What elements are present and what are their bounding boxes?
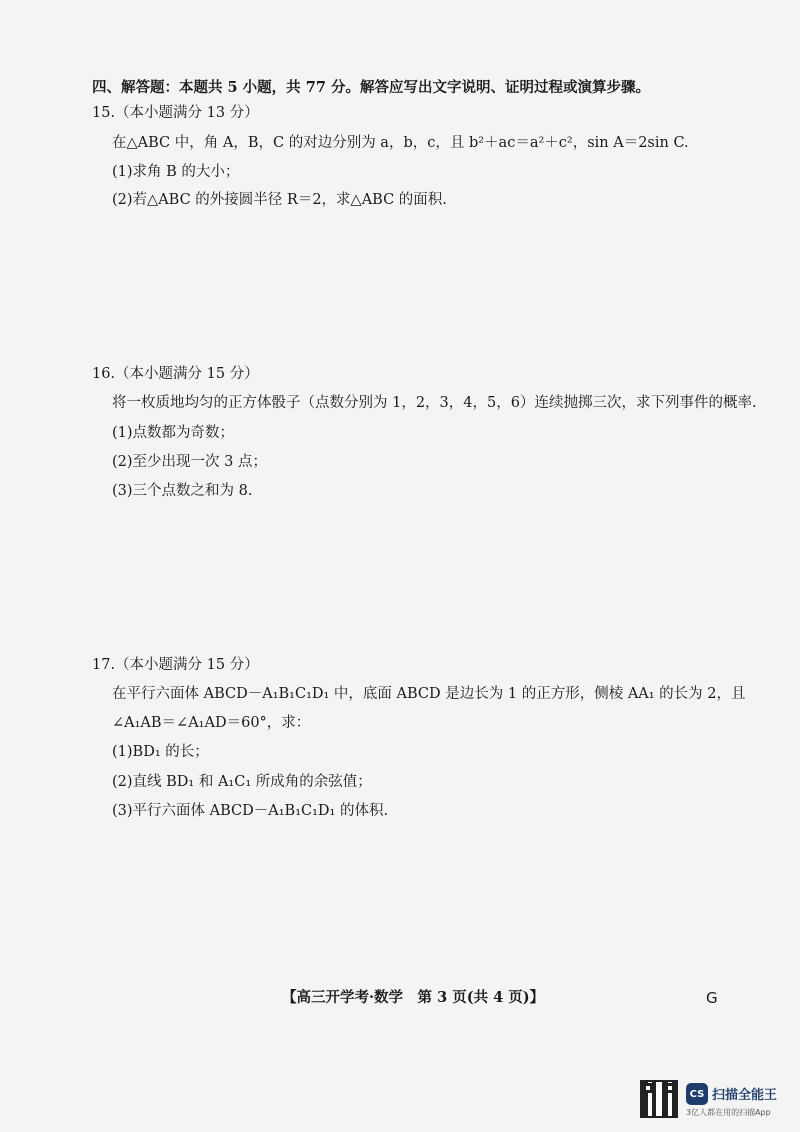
camscanner-logo-icon: CS [686,1083,708,1105]
question-15-header: 15.（本小题满分 13 分） [92,105,259,121]
question-15-stem: 在△ABC 中，角 A，B，C 的对边分别为 a，b，c，且 b²＋ac＝a²＋c²，sin A＝2sin C. [112,135,689,151]
question-17-part-2: (2)直线 BD₁ 和 A₁C₁ 所成角的余弦值； [112,774,372,790]
question-17-stem-line-1: 在平行六面体 ABCD－A₁B₁C₁D₁ 中，底面 ABCD 是边长为 1 的正方形，侧棱 AA₁ 的长为 2，且 [112,686,746,702]
question-15-part-1: (1)求角 B 的大小； [112,164,240,180]
question-16-stem: 将一枚质地均匀的正方体骰子（点数分别为 1，2，3，4，5，6）连续抛掷三次，求下列事件的概率. [112,395,757,411]
question-17-part-3: (3)平行六面体 ABCD－A₁B₁C₁D₁ 的体积. [112,803,389,819]
question-16-part-3: (3)三个点数之和为 8. [112,483,253,499]
question-16-header: 16.（本小题满分 15 分） [92,366,259,382]
section-heading: 四、解答题：本题共 5 小题，共 77 分。解答应写出文字说明、证明过程或演算步骤。 [92,79,650,96]
question-17-stem-line-2: ∠A₁AB＝∠A₁AD＝60°，求： [112,715,311,731]
question-16-part-1: (1)点数都为奇数； [112,425,235,441]
question-15-part-2: (2)若△ABC 的外接圆半径 R＝2，求△ABC 的面积. [112,192,447,208]
qr-code-icon [640,1080,678,1118]
scanner-brand: 扫描全能王 [712,1088,778,1103]
page-footer: 【高三开学考·数学 第 3 页(共 4 页)】 [282,989,545,1006]
question-16-part-2: (2)至少出现一次 3 点； [112,454,267,470]
question-17-header: 17.（本小题满分 15 分） [92,657,259,673]
scanner-tagline: 3亿人都在用的扫描App [686,1108,771,1117]
paper-version-letter: G [706,989,718,1007]
question-17-part-1: (1)BD₁ 的长； [112,744,209,760]
